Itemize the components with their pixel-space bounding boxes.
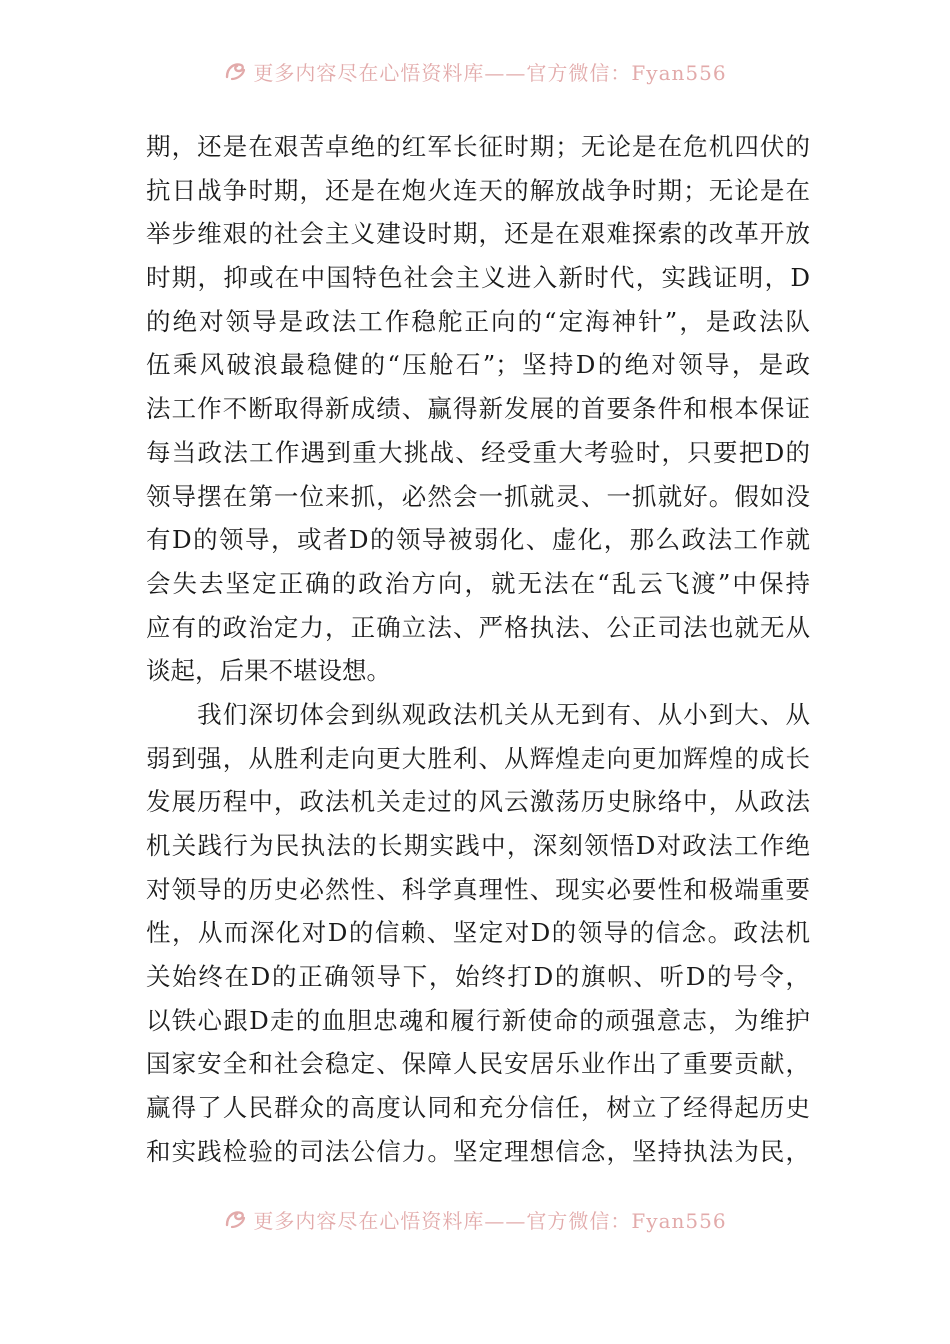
text-line: 举步维艰的社会主义建设时期，还是在艰难探索的改革开放 (146, 219, 810, 249)
text-line: 赢得了人民群众的高度认同和充分信任，树立了经得起历史 (146, 1093, 810, 1123)
text-line: 会失去坚定正确的政治方向，就无法在“乱云飞渡”中保持 (146, 568, 810, 598)
watermark-text: 更多内容尽在心悟资料库——官方微信：Fyan556 (253, 1208, 727, 1233)
text-line: 应有的政治定力，正确立法、严格执法、公正司法也就无从 (146, 612, 810, 642)
text-line: 有D的领导，或者D的领导被弱化、虚化，那么政法工作就 (146, 525, 810, 555)
paragraph-first-line: 我们深切体会到纵观政法机关从无到有、从小到大、从 (146, 699, 810, 729)
watermark-text: 更多内容尽在心悟资料库——官方微信：Fyan556 (253, 60, 727, 85)
watermark-logo-icon (223, 1207, 247, 1231)
text-line: 国家安全和社会稳定、保障人民安居乐业作出了重要贡献， (146, 1049, 810, 1079)
text-line: 领导摆在第一位来抓，必然会一抓就灵、一抓就好。假如没 (146, 481, 810, 511)
text-line: 对领导的历史必然性、科学真理性、现实必要性和极端重要 (146, 874, 810, 904)
text-line: 发展历程中，政法机关走过的风云激荡历史脉络中，从政法 (146, 787, 810, 817)
text-line: 机关践行为民执法的长期实践中，深刻领悟D对政法工作绝 (146, 831, 810, 860)
text-line: 弱到强，从胜利走向更大胜利、从辉煌走向更加辉煌的成长 (146, 743, 810, 773)
text-line: 和实践检验的司法公信力。坚定理想信念，坚持执法为民， (146, 1136, 810, 1166)
footer-watermark (0, 1202, 950, 1236)
text-line: 的绝对领导是政法工作稳舵正向的“定海神针”，是政法队 (146, 306, 810, 336)
text-line: 以铁心跟D走的血胆忠魂和履行新使命的顽强意志，为维护 (146, 1005, 810, 1035)
text-line: 时期，抑或在中国特色社会主义进入新时代，实践证明，D (146, 263, 810, 293)
paragraph-last-line: 谈起，后果不堪设想。 (146, 656, 391, 686)
text-line: 性，从而深化对D的信赖、坚定对D的领导的信念。政法机 (146, 918, 810, 948)
text-line: 每当政法工作遇到重大挑战、经受重大考验时，只要把D的 (146, 437, 810, 467)
text-line: 期，还是在艰苦卓绝的红军长征时期；无论是在危机四伏的 (146, 132, 810, 161)
header-watermark (0, 54, 950, 88)
text-line: 法工作不断取得新成绩、赢得新发展的首要条件和根本保证 (146, 394, 810, 424)
watermark-logo-icon (223, 59, 247, 83)
text-line: 伍乘风破浪最稳健的“压舱石”；坚持D的绝对领导，是政 (146, 350, 810, 380)
text-line: 关始终在D的正确领导下，始终打D的旗帜、听D的号令， (146, 962, 810, 992)
text-line: 抗日战争时期，还是在炮火连天的解放战争时期；无论是在 (146, 175, 810, 205)
document-body (146, 125, 810, 1174)
